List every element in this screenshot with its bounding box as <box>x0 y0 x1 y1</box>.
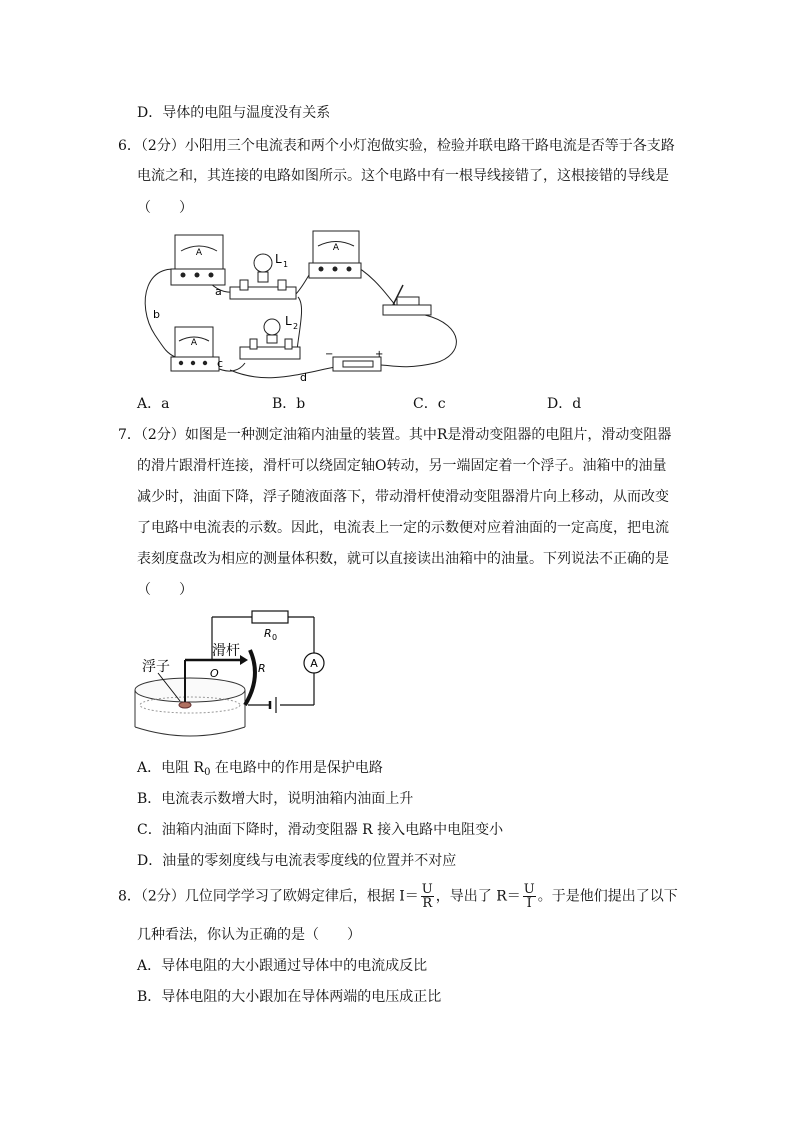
q6-option-a: A．a <box>137 396 170 412</box>
wire-label-c: c <box>217 357 224 370</box>
q5-option-d: D．导体的电阻与温度没有关系 <box>137 105 331 121</box>
battery-plus: + <box>375 349 384 360</box>
q8-stem-line-1: 8．（2分）几位同学学习了欧姆定律后，根据 I＝ $\frac{U}{R}$ ，导出了 R＝ $\frac{U}{I}$ 。于是他们提出了以下 <box>118 882 678 911</box>
fraction-u-over-r: $\frac{U}{R}$ <box>421 882 433 911</box>
battery-minus: − <box>325 349 334 360</box>
q7-stem-line-3: 减少时，油面下降，浮子随液面落下，带动滑杆使滑动变阻器滑片向上移动，从而改变 <box>137 489 669 505</box>
r0-sub: 0 <box>272 633 278 642</box>
lamp-l1-label: L <box>275 252 282 266</box>
wire-label-b: b <box>153 308 160 321</box>
q7-oil-gauge-figure <box>130 605 330 745</box>
switch <box>383 285 431 315</box>
q6-circuit-figure <box>135 225 465 385</box>
battery <box>325 349 383 371</box>
lamp-l2-sub: 2 <box>293 322 299 331</box>
float-label: 浮子 <box>142 659 170 675</box>
lamp-l1-sub: 1 <box>283 260 289 269</box>
q7-option-d: D．油量的零刻度线与电流表零度线的位置并不对应 <box>137 853 457 869</box>
float <box>179 702 191 708</box>
ammeter-2 <box>309 231 361 278</box>
q7-option-a: A．电阻 $R_0$ 在电路中的作用是保护电路 <box>137 760 383 778</box>
pivot-label: O <box>210 667 219 680</box>
r0-label: R <box>264 627 272 640</box>
lever-label: 滑杆 <box>212 643 240 659</box>
q8-stem-line-2: 几种看法，你认为正确的是（ ） <box>137 927 361 943</box>
rheostat-r <box>245 650 255 705</box>
lamp-l2-label: L <box>285 314 292 328</box>
wire-label-d: d <box>300 371 307 384</box>
q7-answer-blank: （ ） <box>137 582 193 598</box>
ammeter-3 <box>171 327 219 371</box>
q6-answer-blank: （ ） <box>137 200 193 216</box>
q6-stem-line-1: 6．（2分）小阳用三个电流表和两个小灯泡做实验，检验并联电路干路电流是否等于各支路 <box>118 138 675 154</box>
q8-option-b: B．导体电阻的大小跟加在导体两端的电压成正比 <box>137 989 442 1005</box>
q7-stem-line-2: 的滑片跟滑杆连接，滑杆可以绕固定轴O转动，另一端固定着一个浮子。油箱中的油量 <box>137 458 667 474</box>
q7-option-c: C．油箱内油面下降时，滑动变阻器 R 接入电路中电阻变小 <box>137 822 504 838</box>
ammeter-1-symbol: A <box>195 248 203 258</box>
q7-option-b: B．电流表示数增大时，说明油箱内油面上升 <box>137 791 414 807</box>
q7-stem-line-4: 了电路中电流表的示数。因此，电流表上一定的示数便对应着油面的一定高度，把电流 <box>137 520 669 536</box>
q7-stem-line-5: 表刻度盘改为相应的测量体积数，就可以直接读出油箱中的油量。下列说法不正确的是 <box>137 551 669 567</box>
q6-option-c: C．c <box>413 396 446 412</box>
ammeter-2-symbol: A <box>332 243 340 253</box>
q8-option-a: A．导体电阻的大小跟通过导体中的电流成反比 <box>137 958 428 974</box>
wire-label-a: a <box>215 285 222 298</box>
ammeter-3-symbol: A <box>190 338 198 348</box>
lamp-l1 <box>230 252 296 299</box>
q6-option-b: B．b <box>272 396 306 412</box>
q6-option-d: D．d <box>547 396 582 412</box>
fraction-u-over-i: $\frac{U}{I}$ <box>523 882 535 911</box>
r-label: R <box>258 662 266 675</box>
q6-stem-line-2: 电流之和，其连接的电路如图所示。这个电路中有一根导线接错了，这根接错的导线是 <box>137 168 669 184</box>
ammeter-1 <box>171 235 225 285</box>
ammeter-symbol: A <box>310 657 318 670</box>
lamp-l2 <box>240 314 300 359</box>
q7-stem-line-1: 7．（2分）如图是一种测定油箱内油量的装置。其中R是滑动变阻器的电阻片，滑动变阻器 <box>118 427 672 443</box>
